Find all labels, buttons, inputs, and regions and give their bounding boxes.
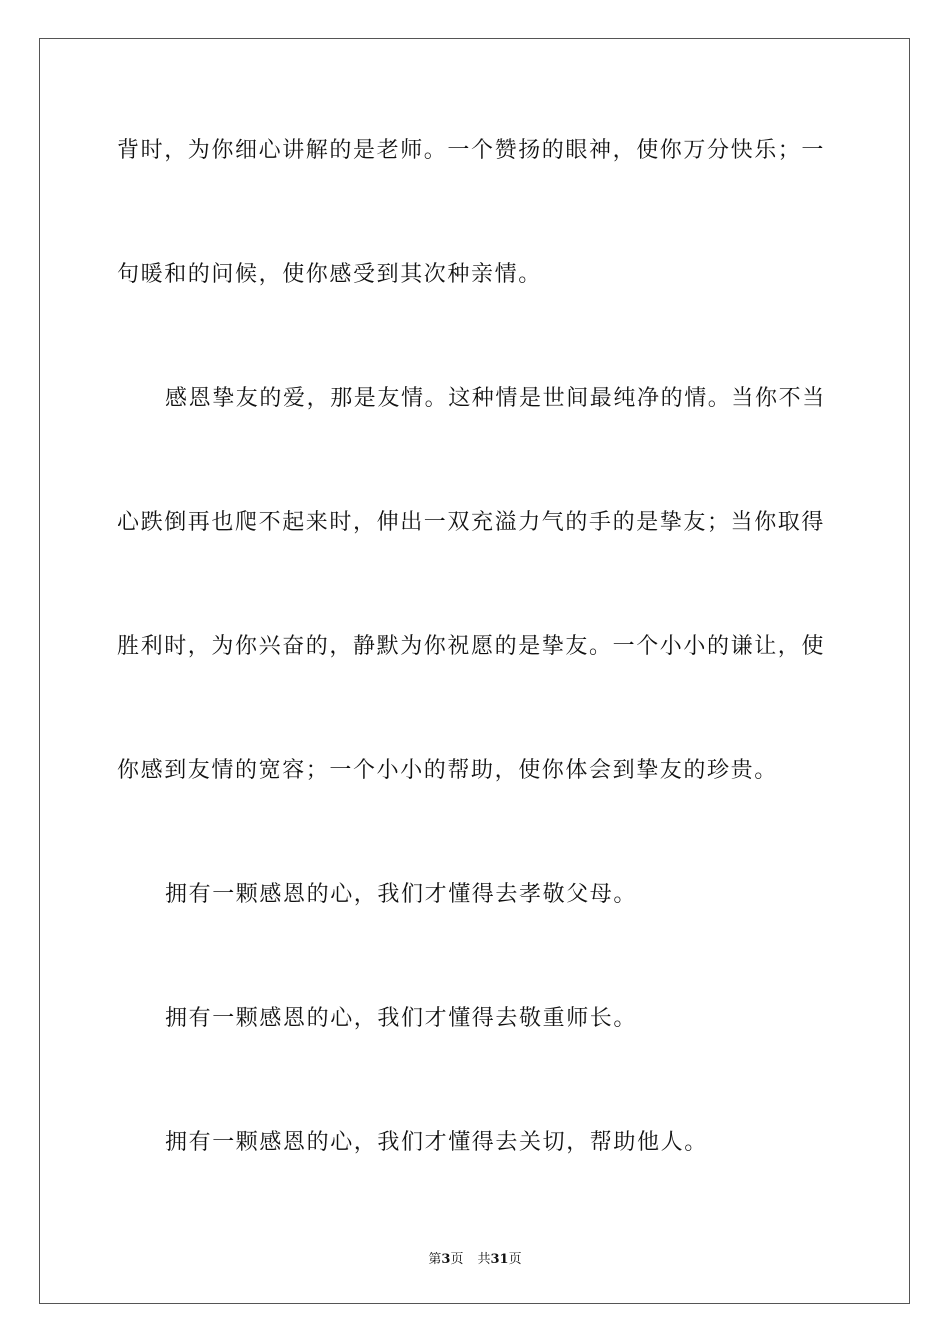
total-suffix: 页 xyxy=(508,1252,522,1267)
page-border xyxy=(39,38,910,1304)
body-line-3: 感恩挚友的爱，那是友情。这种情是世间最纯净的情。当你不当 xyxy=(165,386,826,411)
body-line-6: 你感到友情的宽容；一个小小的帮助，使你体会到挚友的珍贵。 xyxy=(117,758,778,783)
body-line-1: 背时，为你细心讲解的是老师。一个赞扬的眼神，使你万分快乐；一 xyxy=(117,138,826,163)
body-line-7: 拥有一颗感恩的心，我们才懂得去孝敬父母。 xyxy=(165,882,638,907)
body-line-4: 心跌倒再也爬不起来时，伸出一双充溢力气的手的是挚友；当你取得 xyxy=(117,510,826,535)
body-line-9: 拥有一颗感恩的心，我们才懂得去关切，帮助他人。 xyxy=(165,1130,708,1155)
total-prefix: 共 xyxy=(477,1252,491,1267)
page-suffix: 页 xyxy=(450,1252,464,1267)
body-line-5: 胜利时，为你兴奋的，静默为你祝愿的是挚友。一个小小的谦让，使 xyxy=(117,634,826,659)
page-footer xyxy=(0,1248,950,1267)
total-pages: 31 xyxy=(490,1252,509,1267)
page-prefix: 第 xyxy=(428,1252,442,1267)
page-number: 3 xyxy=(441,1252,451,1267)
body-line-8: 拥有一颗感恩的心，我们才懂得去敬重师长。 xyxy=(165,1006,638,1031)
body-line-2: 句暖和的问候，使你感受到其次种亲情。 xyxy=(117,262,542,287)
